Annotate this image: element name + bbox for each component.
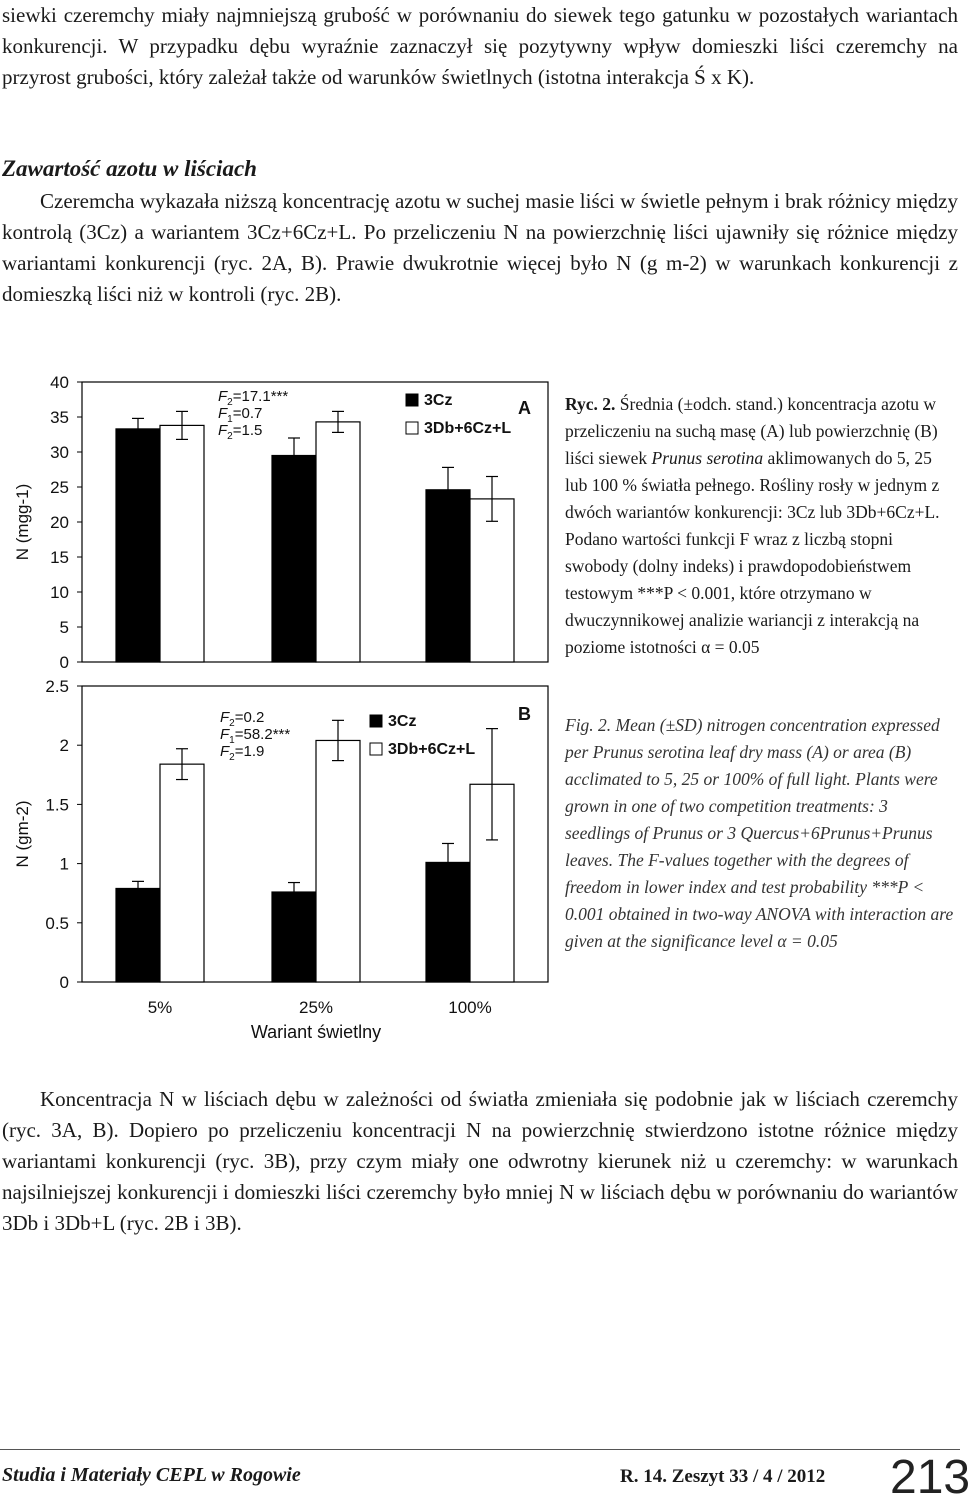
x-tick-label: 100% (448, 998, 492, 1017)
caption-text-2: aklimowanych do 5, 25 lub 100 % światła pełnego. Rośliny rosły w jednym z dwóch wariantów konkurencji: 3Cz lub 3Db+6Cz+L. Podano wartości funkcji F wraz z liczbą stopni swobody (dolny indeks) i prawdopodobieństwem testowym ***P < 0.001, które otrzymano w dwuczynnikowej analizie wariancji z interakcją na poziome istotności α = 0.05 (565, 448, 940, 657)
paragraph-2: Czeremcha wykazała niższą koncentrację azotu w suchej masie liści w świetle pełnym i brak różnicy między kontrolą (3Cz) a wariantem 3Cz+6Cz+L. Po przeliczeniu N na powierzchnię liści ujawniły się różnice między wariantami konkurencji (ryc. 2A, B). Prawie dwukrotnie więcej było N (g m-2) w warunkach konkurencji z domieszką liści niż w kontroli (ryc. 2B). (2, 189, 958, 306)
legend-swatch (370, 743, 382, 755)
panel-tag: B (518, 704, 531, 724)
y-tick-label: 20 (50, 513, 69, 532)
y-tick-label: 1.5 (45, 795, 69, 815)
bar-A-3cz-2 (426, 490, 470, 662)
y-axis-label: N (gm-2) (13, 800, 32, 868)
stat-label: $F_1=0.7$ (218, 405, 263, 425)
footer-divider (0, 1449, 960, 1450)
journal-title: Studia i Materiały CEPL w Rogowie (2, 1464, 301, 1486)
bar-A-3cz-1 (272, 456, 316, 663)
legend-swatch (406, 422, 418, 434)
figure-caption-en: Fig. 2. Mean (±SD) nitrogen concentration expressed per Prunus serotina leaf dry mass (A) or area (B) acclimated to 5, 25 or 100% of full light. Plants were grown in one of two competition treatments: 3 seedlings of Prunus or 3 Quercus+6Prunus+Prunus leaves. The F-values together with the degrees of freedom in lower index and test probability ***P < 0.001 obtained in two-way ANOVA with interaction are given at the significance level α = 0.05 (565, 715, 954, 951)
stat-label: $F_1=58.2***$ (220, 726, 291, 746)
caption-title: Ryc. 2. (565, 394, 616, 414)
issue-info: R. 14. Zeszyt 33 / 4 / 2012 (620, 1466, 826, 1487)
y-tick-label: 1 (59, 854, 69, 874)
bar-B-3cz-0 (116, 888, 160, 982)
figure-2 (0, 368, 560, 1048)
y-tick-label: 2.5 (45, 677, 69, 696)
legend-label: 3Cz (388, 713, 417, 730)
y-tick-label: 0.5 (45, 913, 69, 933)
y-axis-label: N (mgg-1) (13, 483, 32, 561)
legend-label: 3Cz (424, 392, 453, 409)
bar-A-3db-0 (160, 425, 204, 662)
legend-swatch (406, 394, 418, 406)
y-tick-label: 10 (50, 583, 69, 602)
paragraph-1: siewki czeremchy miały najmniejszą grubość w porównaniu do siewek tego gatunku w pozostałych wariantach konkurencji. W przypadku dębu wyraźnie zaznaczył się pozytywny wpływ domieszki liści czeremchy na przyrost grubości, który zależał także od warunków świetlnych (istotna interakcja Ś x K). (2, 3, 958, 89)
y-tick-label: 25 (50, 478, 69, 497)
caption-species: Prunus serotina (651, 448, 764, 468)
legend-label: 3Db+6Cz+L (424, 420, 512, 437)
legend-label: 3Db+6Cz+L (388, 741, 476, 758)
stat-label: $F_2=1.5$ (218, 422, 263, 442)
y-tick-label: 0 (59, 973, 69, 992)
x-axis-label: Wariant świetlny (250, 1022, 382, 1042)
y-tick-label: 35 (50, 408, 69, 427)
bar-A-3cz-0 (116, 429, 160, 662)
bar-B-3db-1 (316, 740, 360, 982)
page-number: 213 (890, 1451, 970, 1504)
x-tick-label: 5% (147, 998, 173, 1017)
bar-A-3db-2 (470, 499, 514, 662)
stat-label: $F_2=1.9$ (220, 743, 265, 763)
figure-caption-pl (565, 391, 957, 661)
section-heading: Zawartość azotu w liściach (2, 156, 257, 181)
stat-label: $F_2=17.1***$ (218, 388, 289, 408)
bar-B-3cz-1 (272, 892, 316, 982)
bar-A-3db-1 (316, 422, 360, 662)
y-tick-label: 30 (50, 443, 69, 462)
stat-label: $F_2=0.2$ (220, 709, 265, 729)
x-tick-label: 25% (298, 998, 334, 1017)
legend-swatch (370, 715, 382, 727)
bar-B-3db-0 (160, 764, 204, 982)
y-tick-label: 15 (50, 548, 69, 567)
paragraph-3: Koncentracja N w liściach dębu w zależności od światła zmieniała się podobnie jak w liściach czeremchy (ryc. 3A, B). Dopiero po przeliczeniu koncentracji N na powierzchnię stwierdzono istotne różnice między wariantami konkurencji (ryc. 3B), przy czym miały one odwrotny kierunek niż u czeremchy: w warunkach najsilniejszej konkurencji i domieszki liści czeremchy było mniej N w liściach dębu w porównaniu do wariantów 3Db i 3Db+L (ryc. 2B i 3B). (2, 1087, 958, 1235)
caption-text-1: Średnia (±odch. stand.) koncentracja azotu w przeliczeniu na suchą masę (A) lub powierzchnię (B) liści siewek (565, 394, 938, 468)
y-tick-label: 0 (59, 653, 69, 672)
panel-tag: A (518, 398, 531, 418)
y-tick-label: 5 (59, 618, 69, 637)
figure-2-chart (0, 368, 560, 1048)
y-tick-label: 40 (50, 373, 69, 392)
y-tick-label: 2 (59, 736, 69, 756)
